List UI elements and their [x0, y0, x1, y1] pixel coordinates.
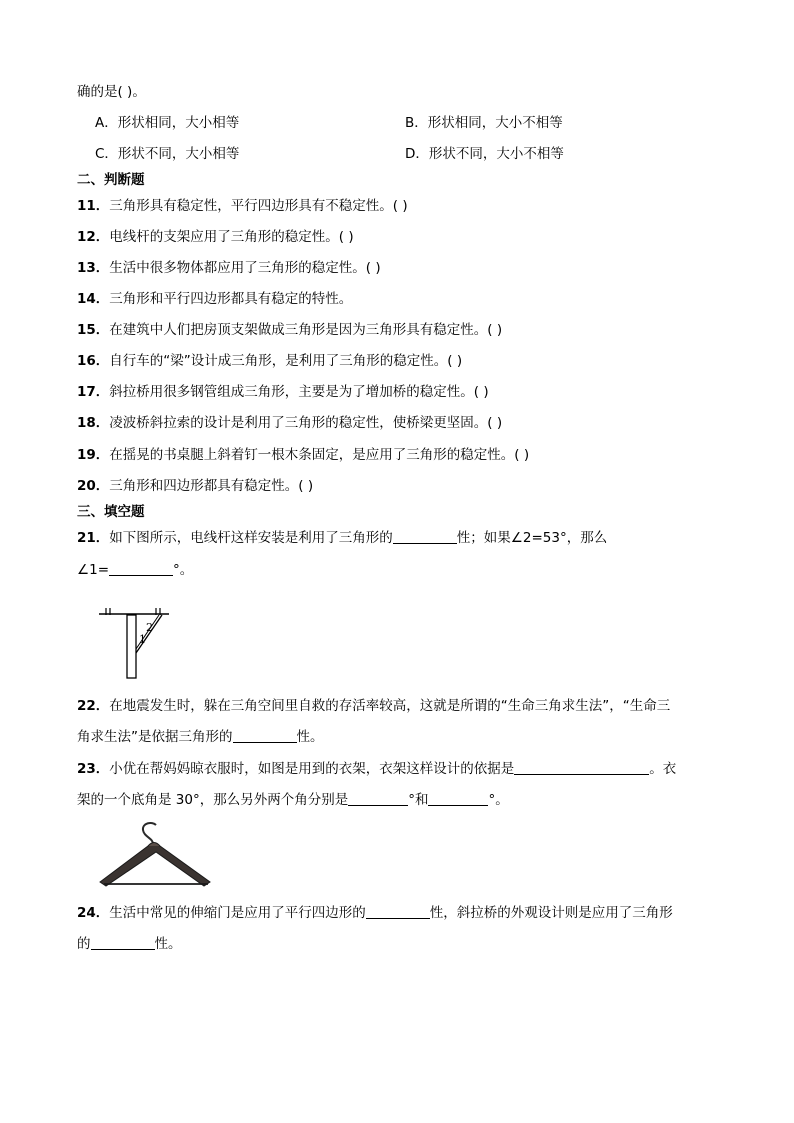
question-text: 。衣	[649, 761, 677, 777]
option-c: C．形状不同，大小相等	[95, 146, 240, 162]
question-number: 22．	[77, 698, 110, 714]
question-11	[77, 196, 408, 216]
question-20	[77, 476, 313, 496]
question-number: 16．	[77, 353, 110, 369]
question-12	[77, 227, 354, 247]
question-text: 性。	[154, 936, 182, 952]
question-text: 在摇晃的书桌腿上斜着钉一根木条固定，是应用了三角形的稳定性。( )	[109, 447, 530, 463]
question-text: 如下图所示，电线杆这样安装是利用了三角形的	[109, 530, 393, 546]
question-number: 21．	[77, 530, 110, 546]
question-17	[77, 382, 489, 402]
question-number: 20．	[77, 478, 110, 494]
utility-pole-figure	[96, 604, 172, 680]
question-text: 自行车的“梁”设计成三角形，是利用了三角形的稳定性。( )	[109, 353, 463, 369]
question-19	[77, 445, 529, 465]
question-text: 小优在帮妈妈晾衣服时，如图是用到的衣架，衣架这样设计的依据是	[109, 761, 515, 777]
section-2-title: 二、判断题	[77, 172, 145, 188]
answer-blank[interactable]	[109, 561, 173, 576]
question-10-tail: 确的是( )。	[77, 84, 146, 100]
question-text: 架的一个底角是 30°，那么另外两个角分别是	[77, 792, 349, 808]
answer-blank[interactable]	[366, 904, 430, 919]
section-3-title: 三、填空题	[77, 504, 145, 520]
answer-blank[interactable]	[428, 791, 488, 806]
clothes-hanger-figure	[96, 820, 216, 890]
question-number: 13．	[77, 260, 110, 276]
question-number: 15．	[77, 322, 110, 338]
option-a: A．形状相同，大小相等	[95, 115, 240, 131]
question-text: 性；如果∠2=53°，那么	[456, 530, 608, 546]
question-23-line1	[77, 759, 676, 779]
question-text: 性。	[296, 729, 324, 745]
question-16	[77, 351, 462, 371]
question-text: °。	[173, 562, 194, 578]
question-number: 14．	[77, 291, 110, 307]
answer-blank[interactable]	[348, 791, 408, 806]
answer-blank[interactable]	[233, 728, 297, 743]
question-text: 在建筑中人们把房顶支架做成三角形是因为三角形具有稳定性。( )	[109, 322, 503, 338]
question-22-line2	[77, 727, 324, 747]
question-text: °。	[488, 792, 509, 808]
question-24-line2	[77, 934, 182, 954]
question-number: 19．	[77, 447, 110, 463]
question-number: 11．	[77, 198, 110, 214]
option-b: B．形状相同，大小不相等	[405, 115, 563, 131]
option-d: D．形状不同，大小不相等	[405, 146, 564, 162]
question-text: 凌波桥斜拉索的设计是利用了三角形的稳定性，使桥梁更坚固。( )	[109, 415, 503, 431]
answer-blank[interactable]	[514, 760, 649, 775]
question-number: 12．	[77, 229, 110, 245]
question-number: 18．	[77, 415, 110, 431]
question-text: 三角形和四边形都具有稳定性。( )	[109, 478, 314, 494]
question-number: 24．	[77, 905, 110, 921]
question-text: 斜拉桥用很多钢管组成三角形，主要是为了增加桥的稳定性。( )	[109, 384, 489, 400]
question-text: 角求生法”是依据三角形的	[77, 729, 233, 745]
question-18	[77, 413, 502, 433]
question-13	[77, 258, 381, 278]
question-text: 生活中很多物体都应用了三角形的稳定性。( )	[109, 260, 381, 276]
question-text: 三角形和平行四边形都具有稳定的特性。	[109, 291, 353, 307]
question-21-line2	[77, 560, 193, 580]
question-23-line2	[77, 790, 509, 810]
question-text: 电线杆的支架应用了三角形的稳定性。( )	[109, 229, 354, 245]
question-text: ∠1=	[77, 562, 110, 578]
answer-blank[interactable]	[393, 529, 457, 544]
question-number: 17．	[77, 384, 110, 400]
answer-blank[interactable]	[91, 935, 155, 950]
question-text: 生活中常见的伸缩门是应用了平行四边形的	[109, 905, 366, 921]
question-21-line1	[77, 528, 607, 548]
question-14	[77, 289, 352, 309]
question-number: 23．	[77, 761, 110, 777]
question-text: °和	[408, 792, 429, 808]
question-15	[77, 320, 502, 340]
question-text: 三角形具有稳定性，平行四边形具有不稳定性。( )	[109, 198, 408, 214]
question-24-line1	[77, 903, 673, 923]
question-text: 在地震发生时，躲在三角空间里自救的存活率较高，这就是所谓的“生命三角求生法”，“生命三	[109, 698, 671, 714]
question-text: 性，斜拉桥的外观设计则是应用了三角形	[429, 905, 673, 921]
angle-1-label: 1	[139, 633, 146, 646]
question-text: 的	[77, 936, 91, 952]
question-22-line1	[77, 696, 670, 716]
angle-2-label: 2	[146, 621, 153, 634]
